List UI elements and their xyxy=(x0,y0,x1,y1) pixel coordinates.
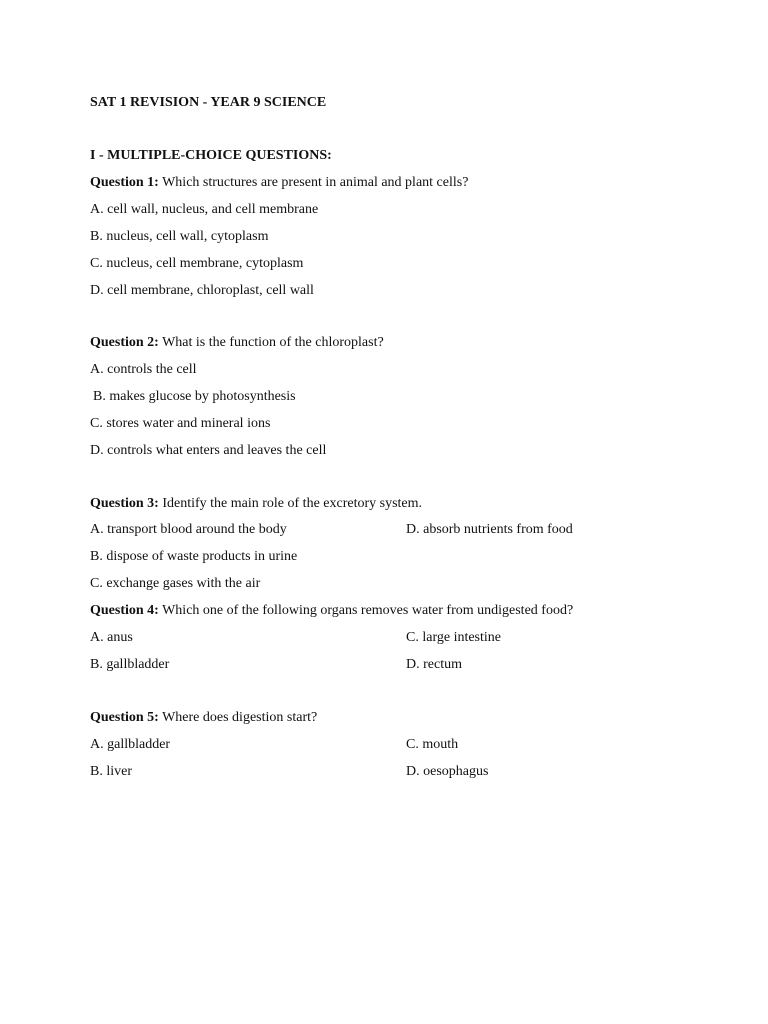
option-5a: A. gallbladder xyxy=(90,737,171,752)
option-5b: B. liver xyxy=(90,764,132,779)
option-4a: A. anus xyxy=(90,630,133,645)
option-2d: D. controls what enters and leaves the cell xyxy=(90,443,327,458)
question-4 xyxy=(90,602,573,620)
option-4c: C. large intestine xyxy=(406,630,501,645)
question-text: Identify the main role of the excretory system. xyxy=(162,496,423,511)
question-text: Which one of the following organs removes water from undigested food? xyxy=(162,603,574,618)
document-title: SAT 1 REVISION - YEAR 9 SCIENCE xyxy=(90,95,327,110)
question-5 xyxy=(90,709,317,727)
option-4d: D. rectum xyxy=(406,657,462,672)
option-3d: D. absorb nutrients from food xyxy=(406,522,573,537)
option-5c: C. mouth xyxy=(406,737,459,752)
option-1d: D. cell membrane, chloroplast, cell wall xyxy=(90,283,314,298)
question-2 xyxy=(90,334,384,352)
question-label: Question 3: xyxy=(90,496,159,511)
option-2b: B. makes glucose by photosynthesis xyxy=(93,389,296,404)
option-1b: B. nucleus, cell wall, cytoplasm xyxy=(90,229,269,244)
option-4b: B. gallbladder xyxy=(90,657,170,672)
section-heading: I - MULTIPLE-CHOICE QUESTIONS: xyxy=(90,148,332,163)
question-text: Which structures are present in animal and plant cells? xyxy=(162,175,469,190)
option-2a: A. controls the cell xyxy=(90,362,197,377)
question-text: Where does digestion start? xyxy=(162,710,318,725)
option-1a: A. cell wall, nucleus, and cell membrane xyxy=(90,202,319,217)
question-text: What is the function of the chloroplast? xyxy=(162,335,384,350)
question-label: Question 5: xyxy=(90,710,159,725)
option-3a: A. transport blood around the body xyxy=(90,522,287,537)
question-label: Question 4: xyxy=(90,603,159,618)
option-3c: C. exchange gases with the air xyxy=(90,576,261,591)
question-label: Question 2: xyxy=(90,335,159,350)
option-5d: D. oesophagus xyxy=(406,764,489,779)
option-3b: B. dispose of waste products in urine xyxy=(90,549,298,564)
option-1c: C. nucleus, cell membrane, cytoplasm xyxy=(90,256,304,271)
option-2c: C. stores water and mineral ions xyxy=(90,416,271,431)
question-1 xyxy=(90,174,468,192)
question-3 xyxy=(90,495,422,513)
question-label: Question 1: xyxy=(90,175,159,190)
